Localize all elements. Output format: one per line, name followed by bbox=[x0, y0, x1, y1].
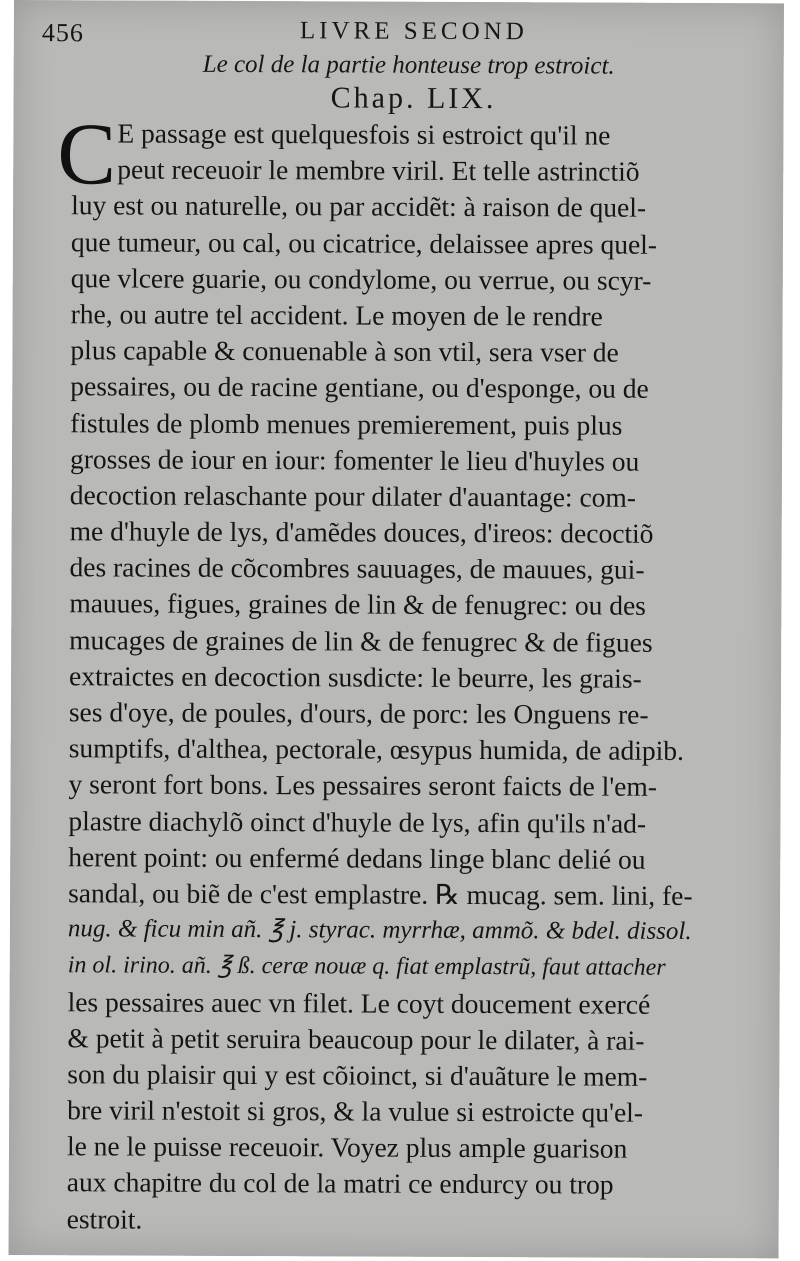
text-line: in ol. irino. añ. ℥ ß. ceræ nouæ q. fiat emplastrũ, faut attacher bbox=[67, 952, 666, 982]
text-line: luy est ou naturelle, ou par accidẽt: à raison de quel- bbox=[71, 189, 647, 224]
text-line: sumptifs, d'althea, pectorale, œsypus humida, de adipib. bbox=[68, 732, 684, 767]
text-line: nug. & ficu min añ. ℥ j. styrac. myrrhæ, ammõ. & bdel. dissol. bbox=[67, 915, 692, 946]
text-line: plus capable & conuenable à son vtil, sera vser de bbox=[70, 334, 619, 368]
text-line: aux chapitre du col de la matri ce endurcy ou trop bbox=[66, 1166, 614, 1201]
text-line: grosses de iour en iour: fomenter le lieu d'huyles ou bbox=[69, 442, 640, 477]
text-line: estroit. bbox=[66, 1202, 143, 1235]
body-text bbox=[57, 106, 772, 1240]
text-line: y seront fort bons. Les pessaires seront faicts de l'em- bbox=[68, 768, 658, 803]
text-line: decoction relaschante pour dilater d'auantage: com- bbox=[69, 479, 637, 513]
text-line: que vlcere guarie, ou condylome, ou verrue, ou scyr- bbox=[70, 262, 652, 296]
running-head: LIVRE SECOND bbox=[299, 17, 528, 46]
text-line: plastre diachylõ oinct d'huyle de lys, afin qu'ils n'ad- bbox=[68, 804, 647, 839]
drop-cap: C bbox=[57, 106, 117, 204]
text-line: extraictes en decoction susdicte: le beurre, les grais- bbox=[68, 660, 642, 694]
text-line: mauues, figues, graines de lin & de fenugrec: ou des bbox=[69, 587, 646, 622]
text-line: son du plaisir qui y est cõioinct, si d'auãture le mem- bbox=[67, 1058, 648, 1092]
text-line: peut receuoir le membre viril. Et telle astrinctiõ bbox=[117, 153, 640, 187]
text-line: bre viril n'estoit si gros, & la vulue si estroicte qu'el- bbox=[67, 1094, 644, 1128]
text-line: que tumeur, ou cal, ou cicatrice, delaissee apres quel- bbox=[70, 225, 658, 260]
text-line: ses d'oye, de poules, d'ours, de porc: les Onguens re- bbox=[68, 696, 649, 730]
text-line: des racines de cõcombres sauuages, de mauues, gui- bbox=[69, 551, 645, 586]
chapter-subtitle: Le col de la partie honteuse trop estroict. bbox=[202, 50, 615, 80]
page-number: 456 bbox=[41, 18, 84, 48]
text-line: rhe, ou autre tel accident. Le moyen de le rendre bbox=[70, 298, 603, 332]
text-line: herent point: ou enfermé dedans linge blanc delié ou bbox=[68, 840, 646, 875]
text-line: les pessaires auec vn filet. Le coyt doucement exercé bbox=[67, 985, 651, 1020]
text-line: sandal, ou biẽ de c'est emplastre. ℞ mucag. sem. lini, fe- bbox=[68, 877, 693, 911]
text-line: pessaires, ou de racine gentiane, ou d'esponge, ou de bbox=[70, 370, 649, 405]
text-line: mucages de graines de lin & de fenugrec & de figues bbox=[69, 623, 653, 658]
text-line: & petit à petit seruira beaucoup pour le dilater, à rai- bbox=[67, 1021, 645, 1056]
text-line: le ne le puisse receuoir. Voyez plus ample guarison bbox=[66, 1130, 628, 1164]
text-line: fistules de plomb menues premierement, puis plus bbox=[70, 406, 623, 441]
chapter-number: Chap. LIX. bbox=[330, 81, 497, 116]
text-line: me d'huyle de lys, d'amẽdes douces, d'ireos: decoctiõ bbox=[69, 515, 654, 549]
book-page bbox=[9, 0, 784, 1258]
text-line: E passage est quelquesfois si estroict qu'il ne bbox=[117, 117, 611, 151]
